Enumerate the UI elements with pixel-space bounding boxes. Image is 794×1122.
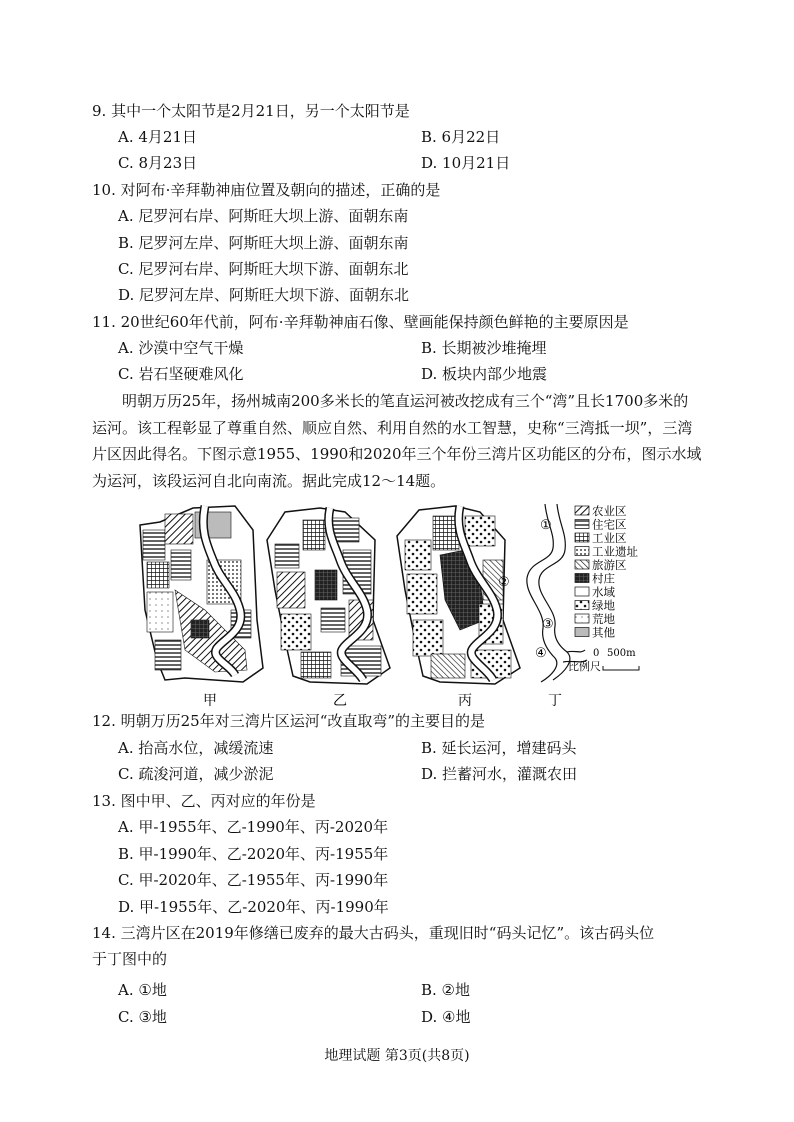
map-jia <box>140 506 263 682</box>
point-4: ④ <box>535 646 547 661</box>
q14-stem-line1: 14. 三湾片区在2019年修缮已废弃的最大古码头，重现旧时“码头记忆”。该古码头位 <box>92 924 655 942</box>
map-figure-svg <box>135 500 675 710</box>
legend-tourism: 旅游区 <box>592 558 627 572</box>
q9-option-c[interactable]: C. 8月23日 <box>118 154 198 172</box>
legend-industrial-site: 工业遗址 <box>592 544 638 559</box>
map-label-bing: 丙 <box>458 693 472 709</box>
map-legend <box>575 504 638 640</box>
legend-residential: 住宅区 <box>592 517 627 532</box>
point-3: ③ <box>542 617 554 632</box>
q13-option-a[interactable]: A. 甲-1955年、乙-1990年、丙-2020年 <box>118 818 389 836</box>
q10-option-a[interactable]: A. 尼罗河右岸、阿斯旺大坝上游、面朝东南 <box>118 207 409 225</box>
q12-option-a[interactable]: A. 抬高水位，减缓流速 <box>118 739 274 757</box>
scale-label: 比例尺 <box>568 660 601 673</box>
map-label-yi: 乙 <box>333 693 347 709</box>
legend-other: 其他 <box>592 625 615 640</box>
q13-option-d[interactable]: D. 甲-1955年、乙-2020年、丙-1990年 <box>118 898 389 916</box>
q10-option-c[interactable]: C. 尼罗河右岸、阿斯旺大坝下游、面朝东北 <box>118 260 409 278</box>
map-yi <box>267 508 390 684</box>
legend-industrial: 工业区 <box>592 531 627 545</box>
legend-wasteland: 荒地 <box>592 612 615 626</box>
page-footer: 地理试题 第3页(共8页) <box>324 1048 470 1064</box>
map-label-ding: 丁 <box>548 693 562 709</box>
legend-green: 绿地 <box>592 598 615 613</box>
map-bing <box>397 506 520 684</box>
legend-water: 水域 <box>592 585 615 599</box>
q10-option-b[interactable]: B. 尼罗河左岸、阿斯旺大坝上游、面朝东南 <box>118 234 409 252</box>
q14-option-a[interactable]: A. ①地 <box>118 981 167 999</box>
passage-paragraph <box>92 388 702 494</box>
passage-text: 明朝万历25年，扬州城南200多米长的笔直运河被改挖成有三个“湾”且长1700多米的运河。该工程彰显了尊重自然、顺应自然、利用自然的水工智慧，史称“三湾抵一坝”，三湾片区因此得名。下图示意1955、1990和2020年三个年份三湾片区功能区的分布，图示水域为运河，该段运河自北向南流。据此完成12～14题。 <box>92 392 702 490</box>
q14-option-b[interactable]: B. ②地 <box>421 981 471 999</box>
q11-stem: 11. 20世纪60年代前，阿布·辛拜勒神庙石像、壁画能保持颜色鲜艳的主要原因是 <box>92 313 629 331</box>
point-2: ② <box>498 575 510 590</box>
q12-stem: 12. 明朝万历25年对三湾片区运河“改直取弯”的主要目的是 <box>92 712 486 730</box>
q11-option-d[interactable]: D. 板块内部少地震 <box>421 365 548 383</box>
map-label-jia: 甲 <box>203 693 217 709</box>
sanwan-map-figure <box>135 500 675 710</box>
scale-zero: 0 <box>593 648 600 659</box>
q9-stem: 9. 其中一个太阳节是2月21日，另一个太阳节是 <box>92 102 410 120</box>
q12-option-c[interactable]: C. 疏浚河道，减少淤泥 <box>118 765 274 783</box>
q9-option-b[interactable]: B. 6月22日 <box>421 128 501 146</box>
q10-stem: 10. 对阿布·辛拜勒神庙位置及朝向的描述，正确的是 <box>92 181 441 199</box>
point-1: ① <box>540 518 552 533</box>
q13-stem: 13. 图中甲、乙、丙对应的年份是 <box>92 792 316 810</box>
q12-option-b[interactable]: B. 延长运河，增建码头 <box>421 739 577 757</box>
q14-option-d[interactable]: D. ④地 <box>421 1008 471 1026</box>
q9-option-a[interactable]: A. 4月21日 <box>118 128 197 146</box>
q11-option-a[interactable]: A. 沙漠中空气干燥 <box>118 339 244 357</box>
legend-agri: 农业区 <box>592 504 627 518</box>
q11-option-b[interactable]: B. 长期被沙堆掩埋 <box>421 339 547 357</box>
legend-village: 村庄 <box>592 571 615 586</box>
q13-option-c[interactable]: C. 甲-2020年、乙-1955年、丙-1990年 <box>118 871 389 889</box>
q11-option-c[interactable]: C. 岩石坚硬难风化 <box>118 365 244 383</box>
scale-value: 500m <box>607 648 636 659</box>
q14-stem-line2: 于丁图中的 <box>92 950 168 968</box>
q9-option-d[interactable]: D. 10月21日 <box>421 154 511 172</box>
q10-option-d[interactable]: D. 尼罗河左岸、阿斯旺大坝下游、面朝东北 <box>118 286 410 304</box>
q14-option-c[interactable]: C. ③地 <box>118 1008 167 1026</box>
q13-option-b[interactable]: B. 甲-1990年、乙-2020年、丙-1955年 <box>118 845 389 863</box>
q12-option-d[interactable]: D. 拦蓄河水，灌溉农田 <box>421 765 578 783</box>
